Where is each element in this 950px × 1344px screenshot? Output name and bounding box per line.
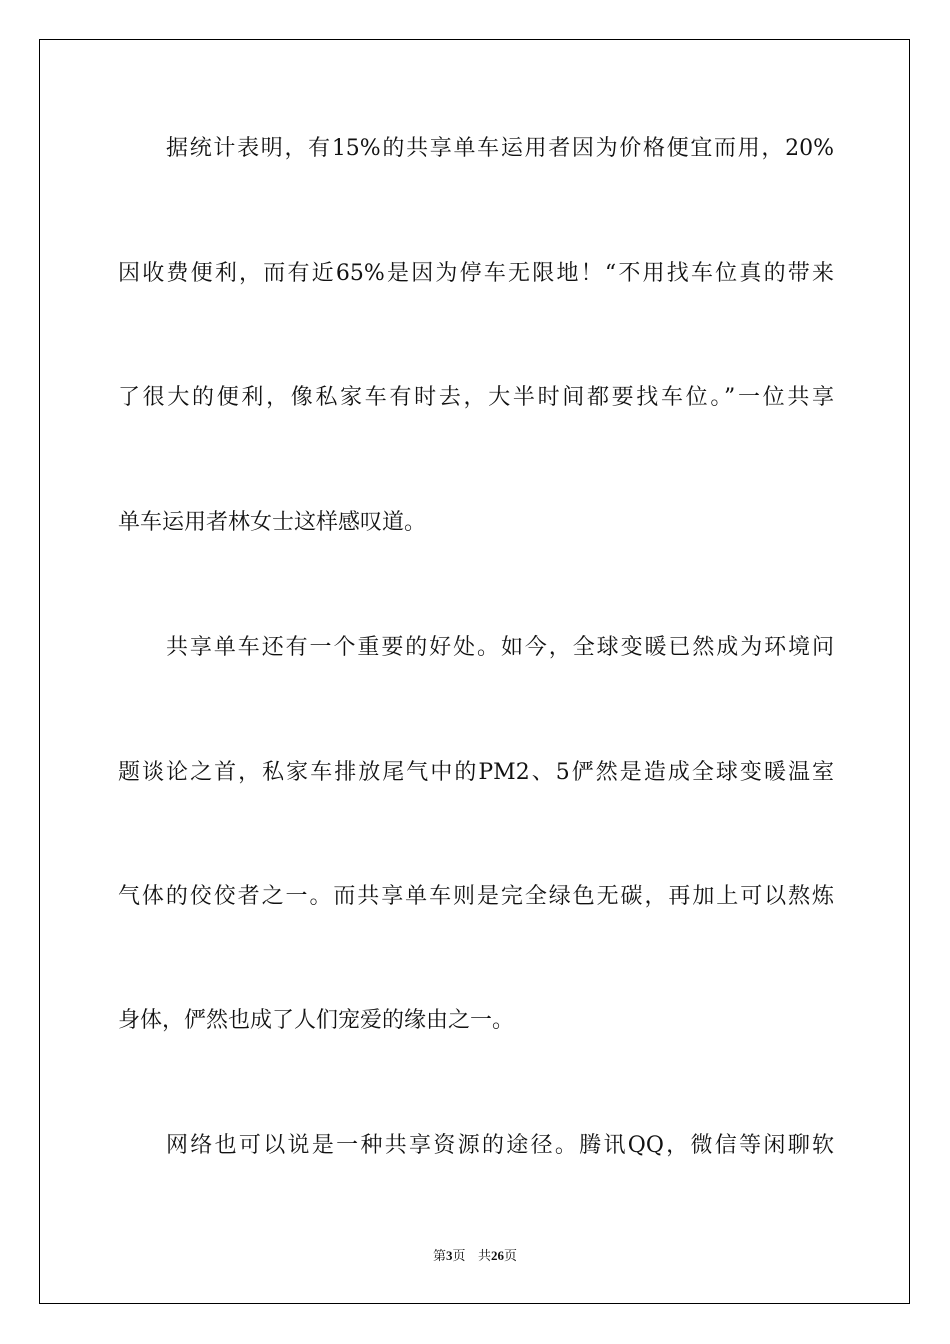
total-prefix: 共 — [477, 1249, 491, 1264]
paragraph-line: 单车运用者林女士这样感叹道。 — [118, 510, 427, 535]
current-page-number: 3 — [446, 1248, 453, 1263]
paragraph-line: 身体，俨然也成了人们宠爱的缘由之一。 — [118, 1008, 515, 1033]
page-suffix: 页 — [452, 1249, 466, 1264]
paragraph-line: 据统计表明，有15%的共享单车运用者因为价格便宜而用，20% — [166, 136, 834, 161]
paragraph-line: 因收费便利，而有近65%是因为停车无限地！“不用找车位真的带来 — [118, 261, 834, 286]
total-suffix: 页 — [503, 1249, 517, 1264]
page-prefix: 第 — [433, 1249, 447, 1264]
page-footer — [0, 1246, 950, 1266]
paragraph-line: 了很大的便利，像私家车有时去，大半时间都要找车位。”一位共享 — [118, 385, 834, 410]
paragraph-line: 网络也可以说是一种共享资源的途径。腾讯QQ，微信等闲聊软 — [166, 1133, 834, 1158]
paragraph-line: 共享单车还有一个重要的好处。如今，全球变暖已然成为环境问 — [166, 635, 834, 660]
page-border — [39, 39, 910, 1304]
paragraph-line: 题谈论之首，私家车排放尾气中的PM2、5俨然是造成全球变暖温室 — [118, 760, 834, 785]
paragraph-line: 气体的佼佼者之一。而共享单车则是完全绿色无碳，再加上可以熬炼 — [118, 884, 834, 909]
total-page-count: 26 — [490, 1248, 504, 1263]
